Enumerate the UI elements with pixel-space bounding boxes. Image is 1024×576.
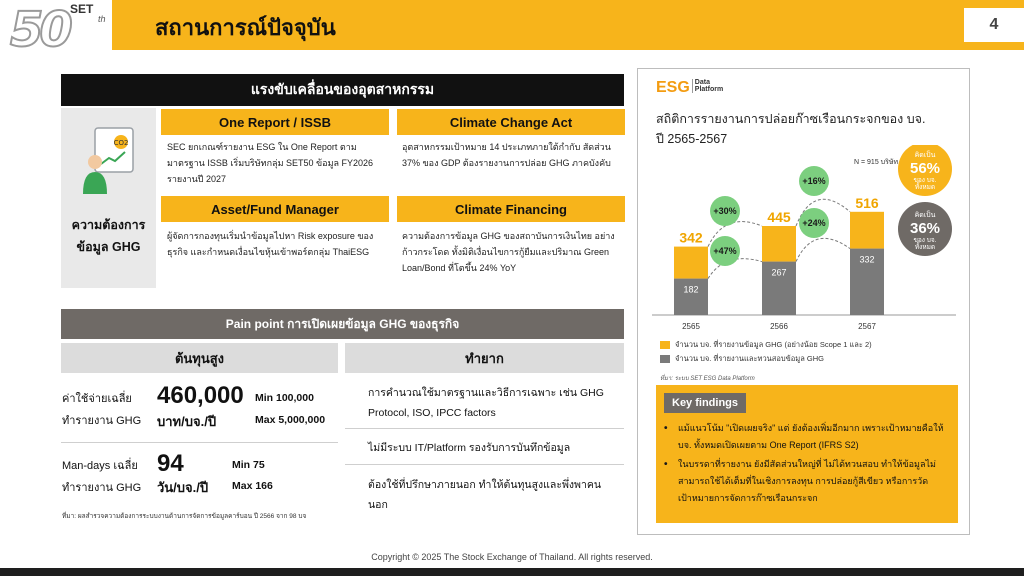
mandays-label-line-1: Man-days เฉลี่ย (62, 460, 138, 472)
callout-line-2: ของ บจ. (913, 237, 937, 244)
bottom-bar (0, 568, 1024, 576)
chart-source-note: ที่มา: ระบบ SET ESG Data Platform (660, 376, 755, 382)
difficulty-divider (345, 428, 624, 429)
data-label-reported-2567: 516 (855, 194, 879, 211)
finding-item (678, 420, 948, 454)
logo-brand: SET (70, 2, 94, 16)
callout-percent: 36% (909, 220, 941, 237)
key-findings-box (656, 385, 958, 523)
card-text-one-report (167, 139, 392, 187)
cost-header: ต้นทุนสูง (61, 343, 338, 373)
difficulty-header: ทำยาก (345, 343, 624, 373)
legend-label-reported: จำนวน บจ. ที่รายงานข้อมูล GHG (อย่างน้อย Scope 1 และ 2) (675, 340, 872, 349)
mandays-value: 94 (157, 450, 184, 477)
legend-label-verified: จำนวน บจ. ที่รายงานและทวนสอบข้อมูล GHG (675, 354, 824, 363)
expense-label-line-1: ค่าใช้จ่ายเฉลี่ย (62, 393, 132, 405)
person-chart-icon (81, 126, 137, 196)
mandays-label (62, 455, 141, 499)
esg-logo-sub-1: Data (694, 79, 710, 86)
pain-point-header: Pain point การเปิดเผยข้อมูล GHG ของธุรกิจ (61, 309, 624, 339)
growth-label: +30% (713, 206, 737, 216)
set-50th-logo (8, 0, 118, 60)
callout-line-1: คิดเป็น (914, 152, 936, 159)
esg-data-platform-logo (656, 79, 723, 97)
card-line: ธุรกิจ และกำหนดเงื่อนไขหุ้นเข้าพอร์ตกลุ่ม ThaiESG (167, 247, 370, 257)
difficulty-item-standards (368, 383, 608, 423)
callout-line-3: ทั้งหมด (914, 244, 936, 251)
callout-percent: 56% (909, 160, 941, 177)
legend-swatch-verified (660, 355, 670, 363)
x-tick-label-2567: 2567 (858, 322, 876, 331)
finding-line: เป้าหมายการจัดการก๊าซเรือนกระจก (678, 493, 818, 503)
bullet-icon: • (664, 459, 668, 470)
need-label-line-2: ข้อมูล GHG (76, 240, 141, 254)
x-tick-label-2566: 2566 (770, 322, 788, 331)
card-title-climate-change-act: Climate Change Act (397, 109, 625, 135)
expense-label (62, 388, 141, 432)
bullet-icon: • (664, 423, 668, 434)
sample-size-label: N = 915 บริษัท (854, 159, 899, 166)
data-label-reported-2565: 342 (679, 229, 703, 246)
card-text-climate-change-act (402, 139, 627, 171)
esg-logo-sub (692, 79, 723, 93)
difficulty-line: Protocol, ISO, IPCC factors (368, 407, 496, 419)
page-number-box (964, 8, 1024, 42)
finding-line: บจ. ทั้งหมดเปิดเผยตาม One Report (IFRS S2) (678, 440, 859, 450)
card-line: ก้าวกระโดด ทั้งมิติเงื่อนไขการกู้ยืมและปริมาณ Green (402, 247, 610, 257)
callout-line-2: ของ บจ. (913, 177, 937, 184)
copyright-footer: Copyright © 2025 The Stock Exchange of Thailand. All rights reserved. (371, 552, 653, 562)
legend-swatch-reported (660, 341, 670, 349)
card-line: มาตรฐาน ISSB เริ่มบริษัทกลุ่ม SET50 ข้อมูล FY2026 (167, 158, 374, 168)
card-line: 37% ของ GDP ต้องรายงานการปล่อย GHG ภาคบังคับ (402, 158, 611, 168)
mandays-label-line-2: ทำรายงาน GHG (62, 482, 142, 494)
survey-source-note: ที่มา: ผลสำรวจความต้องการระบบงานด้านการจัดการข้อมูลคาร์บอน ปี 2566 จาก 98 บจ (62, 513, 307, 520)
esg-logo-main: ESG (656, 79, 690, 96)
bar-reported-2565 (674, 247, 708, 279)
card-title-one-report: One Report / ISSB (161, 109, 389, 135)
bar-reported-2567 (850, 212, 884, 249)
legend-item-reported (660, 339, 872, 351)
chart-title-line-1: สถิติการรายงานการปล่อยก๊าซเรือนกระจกของ บจ. (656, 112, 926, 126)
card-line: ความต้องการข้อมูล GHG ของสถาบันการเงินไทย อย่าง (402, 231, 615, 241)
svg-text:CO2: CO2 (113, 139, 129, 147)
card-line: Loan/Bond ที่โตขึ้น 24% YoY (402, 263, 517, 273)
growth-label: +24% (802, 218, 826, 228)
finding-item (678, 456, 948, 507)
legend-item-verified (660, 353, 824, 365)
card-text-climate-financing (402, 228, 627, 276)
difficulty-line: ไม่มีระบบ IT/Platform รองรับการบันทึกข้อมูล (368, 442, 571, 454)
card-title-climate-financing: Climate Financing (397, 196, 625, 222)
difficulty-line: การคำนวณใช้มาตรฐานและวิธีการเฉพาะ เช่น GHG (368, 387, 604, 399)
x-tick-label-2565: 2565 (682, 322, 700, 331)
data-label-verified-2566: 267 (771, 267, 787, 278)
growth-connector (796, 238, 850, 261)
ghg-need-label (65, 214, 152, 258)
expense-max: Max 5,000,000 (255, 414, 326, 426)
page-title: สถานการณ์ปัจจุบัน (155, 15, 336, 40)
data-label-verified-2567: 332 (859, 254, 875, 265)
data-label-reported-2566: 445 (767, 209, 791, 225)
drivers-header: แรงขับเคลื่อนของอุตสาหกรรม (61, 74, 624, 106)
finding-line: ในบรรดาที่รายงาน ยังมีสัดส่วนใหญ่ที่ ไม่ได้ทวนสอบ ทำให้ข้อมูลไม่ (678, 459, 936, 469)
mandays-unit: วัน/บจ./ปี (157, 480, 209, 495)
callout-line-1: คิดเป็น (914, 212, 936, 219)
chart-title-line-2: ปี 2565-2567 (656, 132, 728, 146)
bar-reported-2566 (762, 226, 796, 262)
growth-label: +16% (802, 176, 826, 186)
card-title-asset-fund-manager: Asset/Fund Manager (161, 196, 389, 222)
data-label-verified-2565: 182 (683, 284, 699, 295)
logo-number: 50 (10, 2, 69, 58)
ghg-need-box (61, 108, 156, 288)
difficulty-item-no-platform (368, 438, 608, 458)
callout-line-3: ทั้งหมด (914, 184, 936, 191)
metric-divider (61, 442, 338, 443)
difficulty-item-consultants (368, 475, 608, 515)
need-label-line-1: ความต้องการ (71, 218, 146, 232)
card-line: SEC ยกเกณฑ์รายงาน ESG ใน One Report ตาม (167, 142, 357, 152)
mandays-min: Min 75 (232, 459, 265, 471)
expense-label-line-2: ทำรายงาน GHG (62, 415, 142, 427)
expense-min: Min 100,000 (255, 392, 314, 404)
card-line: อุตสาหกรรมเป้าหมาย 14 ประเภทภายใต้กำกับ สัดส่วน (402, 142, 611, 152)
card-line: รายงานปี 2027 (167, 174, 226, 184)
expense-value: 460,000 (157, 382, 244, 409)
difficulty-line: นอก (368, 499, 388, 511)
mandays-max: Max 166 (232, 480, 273, 492)
finding-line: สามารถใช้ได้เต็มที่ในเชิงการลงทุน การปล่อยกู้สีเขียว หรือการวัด (678, 476, 929, 486)
difficulty-line: ต้องใช้ที่ปรึกษาภายนอก ทำให้ต้นทุนสูงและพึ่งพาคน (368, 479, 602, 491)
growth-label: +47% (713, 246, 737, 256)
logo-suffix: th (98, 14, 106, 24)
esg-data-panel (637, 68, 970, 535)
esg-logo-sub-2: Platform (694, 86, 724, 93)
expense-unit: บาท/บจ./ปี (157, 414, 217, 429)
card-line: ผู้จัดการกองทุนเริ่มนำข้อมูลไปหา Risk exposure ของ (167, 231, 374, 241)
card-text-asset-fund-manager (167, 228, 392, 260)
page-number: 4 (989, 16, 999, 33)
chart-title (656, 109, 956, 149)
key-findings-tag: Key findings (664, 393, 746, 413)
finding-line: แม้แนวโน้ม "เปิดเผยจริง" แต่ ยังต้องเพิ่มอีกมาก เพราะเป้าหมายคือให้ (678, 423, 944, 433)
difficulty-divider (345, 464, 624, 465)
